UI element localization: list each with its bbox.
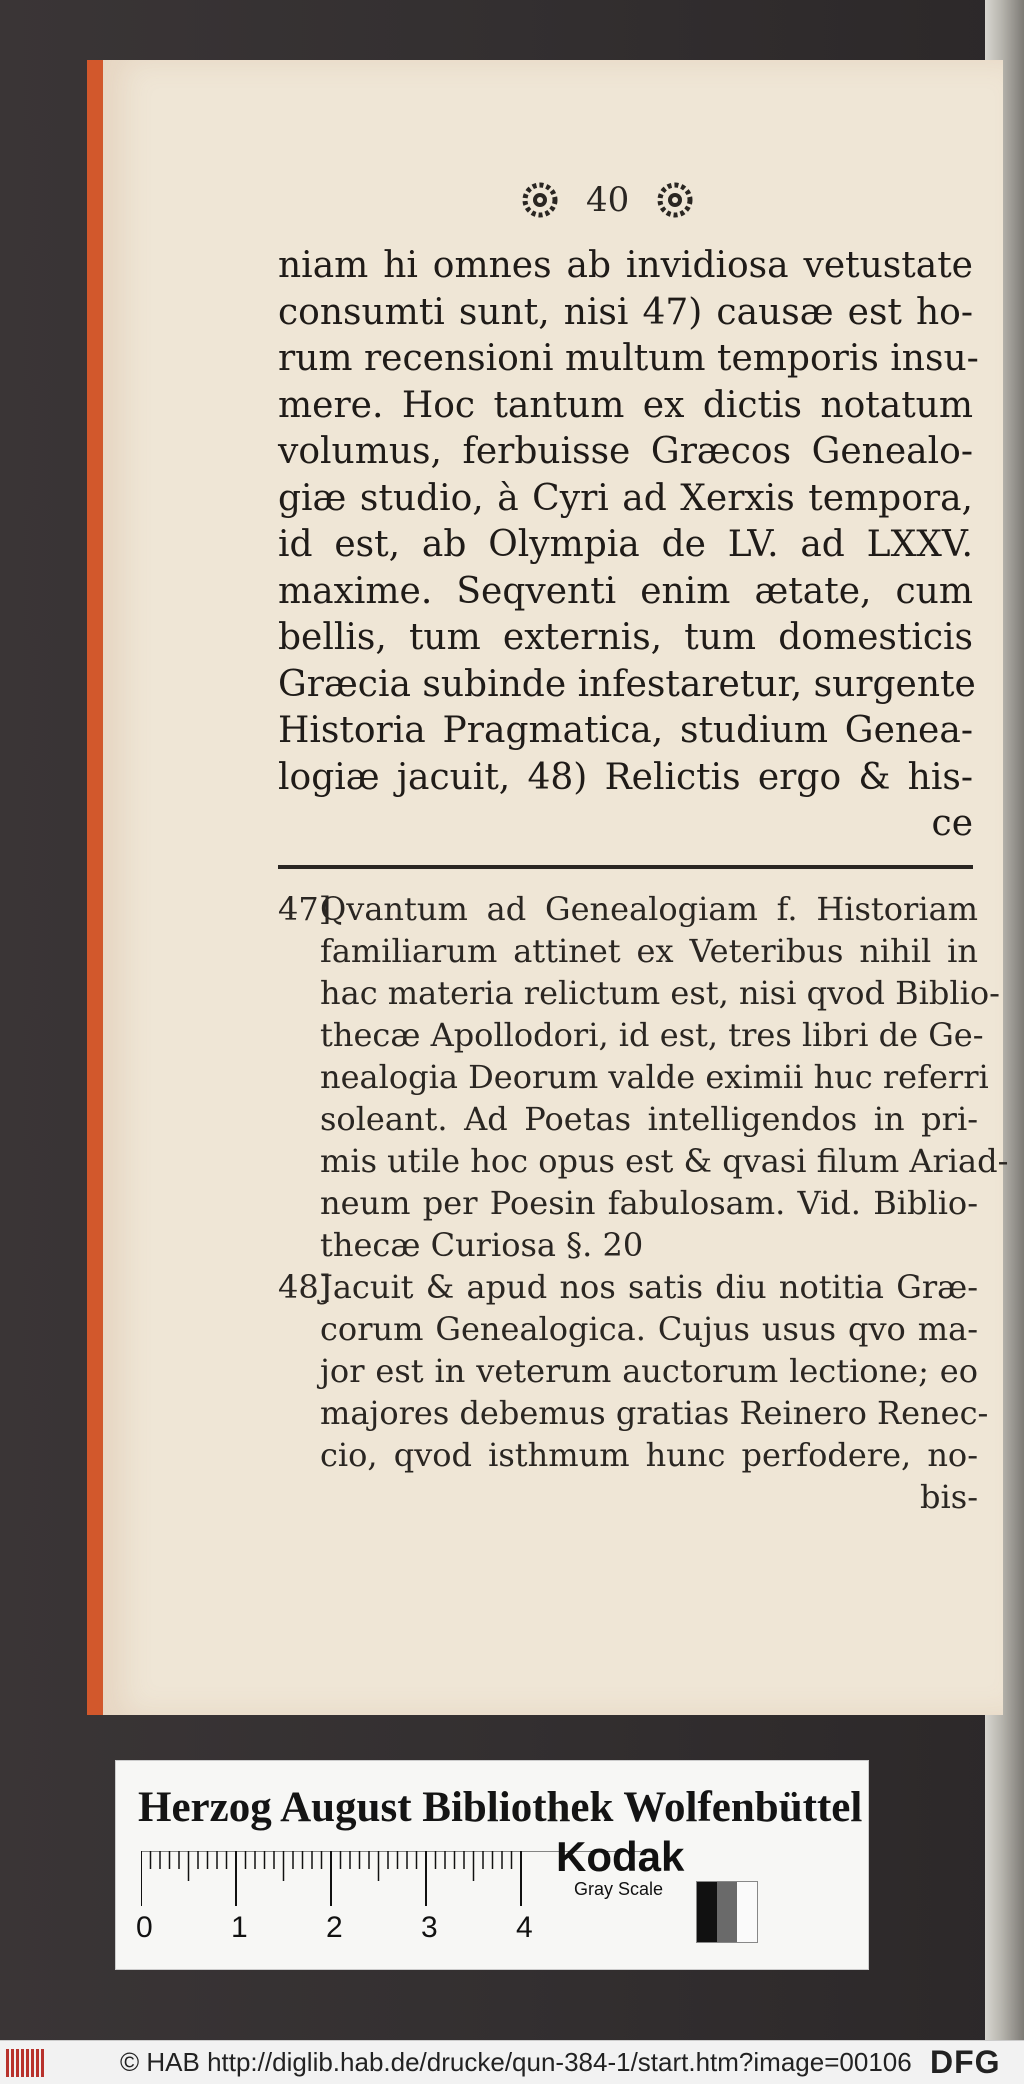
ornament-icon [655,180,695,220]
footnote-47-line: familiarum attinet ex Veteribus nihil in [320,932,978,970]
footnote-47-line: neum per Poesin fabulosam. Vid. Biblio- [320,1184,978,1222]
text-line: id est, ab Olympia de LV. ad LXXV. [278,524,973,565]
footnote-48-line: majores debemus gratias Reinero Renec- [320,1394,989,1432]
footnote-47-line: hac materia relictum est, nisi qvod Biblio- [320,974,1000,1012]
footnote-48-line: jor est in veterum auctorum lectione; eo [320,1352,978,1390]
swatch-black [697,1882,717,1942]
text-line: rum recensioni multum temporis insu- [278,338,979,379]
gray-swatches [696,1881,758,1943]
footnote-47-line: soleant. Ad Poetas intelligendos in pri- [320,1100,978,1138]
ruler-number: 0 [136,1911,153,1944]
footnote-number: 48] [278,1268,332,1306]
ruler-number: 3 [421,1911,438,1944]
footnote-47-line: mis utile hoc opus est & qvasi filum Ariad- [320,1142,1009,1180]
page-number: 40 [586,180,630,220]
ruler-number: 4 [516,1911,533,1944]
text-line: giæ studio, à Cyri ad Xerxis tempora, [278,477,973,519]
dfg-logo: DFG [930,2044,1001,2080]
footnote-47-line: nealogia Deorum valde eximii huc referri [320,1058,989,1096]
text-line: volumus, ferbuisse Græcos Genealo- [278,431,973,472]
text-line: bellis, tum externis, tum domesticis [278,617,973,658]
page-header [520,175,695,225]
swatch-white [737,1882,757,1942]
text-line: logiæ jacuit, 48) Relictis ergo & his- [278,756,973,798]
library-name: Herzog August Bibliothek Wolfenbüttel [138,1784,863,1831]
main-text [278,243,979,848]
footnotes [278,888,1009,1518]
footer-bar [0,2040,1024,2084]
text-line: Græcia subinde infestaretur, surgente [278,663,976,705]
text-line: Historia Pragmatica, studium Genea- [278,710,973,751]
ruler-number: 2 [326,1911,343,1944]
footnote-catchword: bis- [920,1478,978,1516]
footnote-text: Jacuit & apud nos satis diu notitia Græ- [320,1268,978,1306]
copyright-text: © HAB http://diglib.hab.de/drucke/qun-384-1/start.htm?image=00106 [120,2047,912,2077]
text-line: mere. Hoc tantum ex dictis notatum [278,384,973,426]
footnote-divider [278,865,973,869]
gray-scale-label: Gray Scale [574,1879,664,1899]
footnote-47-line [278,888,978,930]
text-line: niam hi omnes ab invidiosa vetustate [278,245,973,286]
footnote-number: 47] [278,890,332,928]
footnote-text: Qvantum ad Genealogiam f. Historiam [320,890,978,928]
kodak-label: Kodak [556,1833,685,1880]
footnote-47-line: thecæ Curiosa §. 20 [320,1226,644,1264]
catchword: ce [931,803,973,844]
text-line: consumti sunt, nisi 47) causæ est ho- [278,291,973,333]
footnote-48-line [278,1266,978,1308]
ornament-icon [520,180,560,220]
ruler-number: 1 [231,1911,248,1944]
swatch-gray [717,1882,737,1942]
footnote-47-line: thecæ Apollodori, id est, tres libri de Ge- [320,1016,984,1054]
text-line: maxime. Seqventi enim ætate, cum [278,570,973,612]
footnote-48-line: corum Genealogica. Cujus usus qvo ma- [320,1310,978,1348]
footnote-48-line: cio, qvod isthmum hunc perfodere, no- [320,1436,978,1474]
hab-logo-icon [6,2049,46,2077]
library-color-card [115,1760,869,1970]
